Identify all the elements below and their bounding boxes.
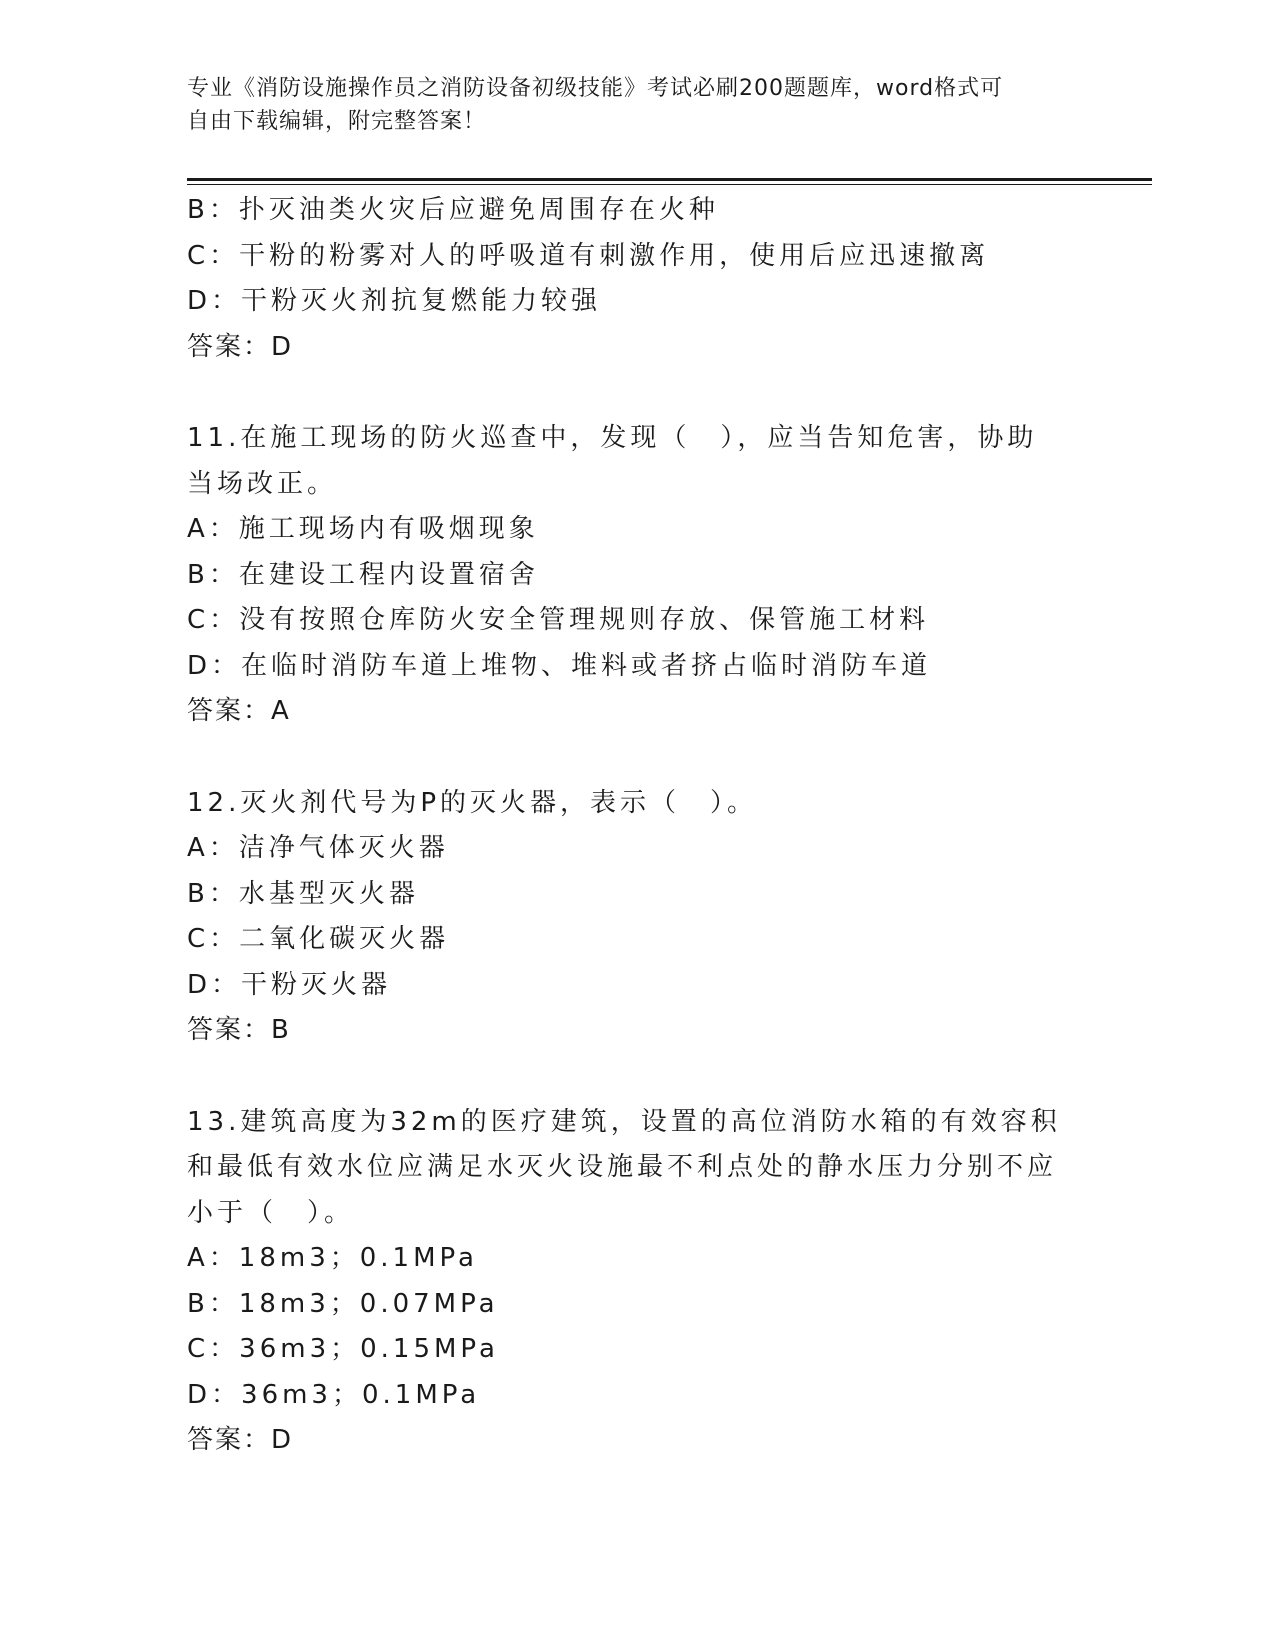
- header-rule-thick: [187, 178, 1152, 181]
- question-stem: 13.建筑高度为32m的医疗建筑，设置的高位消防水箱的有效容积和最低有效水位应满足水灭火设施最不利点处的静水压力分别不应小于（ ）。: [187, 1106, 1061, 1228]
- question-block-12: [187, 781, 1087, 1054]
- answer-line: 答案：B: [187, 1015, 291, 1045]
- option-d: D：干粉灭火剂抗复燃能力较强: [187, 286, 602, 316]
- document-header: [187, 72, 1067, 138]
- question-stem: 11.在施工现场的防火巡查中，发现（ ），应当告知危害，协助当场改正。: [187, 423, 1038, 499]
- question-content: [187, 188, 1087, 1464]
- option-b: B：18m3；0.07MPa: [187, 1288, 499, 1319]
- option-d: D：干粉灭火器: [187, 969, 392, 1000]
- option-c: C：二氧化碳灭火器: [187, 924, 450, 954]
- option-b: B：水基型灭火器: [187, 878, 419, 909]
- option-a: A：洁净气体灭火器: [187, 833, 449, 863]
- option-d: D：36m3；0.1MPa: [187, 1379, 481, 1410]
- header-title-line-2: 自由下载编辑，附完整答案！: [187, 109, 487, 134]
- option-b: B：扑灭油类火灾后应避免周围存在火种: [187, 195, 719, 225]
- prev-question-block: [187, 188, 1087, 370]
- option-a: A：施工现场内有吸烟现象: [187, 514, 539, 544]
- option-c: C：没有按照仓库防火安全管理规则存放、保管施工材料: [187, 605, 930, 635]
- question-block-13: [187, 1100, 1087, 1464]
- answer-line: 答案：D: [187, 331, 294, 362]
- option-c: C：36m3；0.15MPa: [187, 1334, 499, 1364]
- question-stem: 12.灭火剂代号为P的灭火器，表示（ ）。: [187, 787, 758, 818]
- answer-line: 答案：D: [187, 1425, 294, 1455]
- question-block-11: [187, 416, 1087, 735]
- header-title-line-1: 专业《消防设施操作员之消防设备初级技能》考试必刷200题题库，word格式可: [187, 76, 1004, 101]
- option-c: C：干粉的粉雾对人的呼吸道有刺激作用，使用后应迅速撤离: [187, 240, 990, 271]
- option-a: A：18m3；0.1MPa: [187, 1243, 478, 1273]
- answer-line: 答案：A: [187, 696, 291, 726]
- header-rule-thin: [187, 184, 1152, 185]
- option-d: D：在临时消防车道上堆物、堆料或者挤占临时消防车道: [187, 650, 932, 681]
- option-b: B：在建设工程内设置宿舍: [187, 559, 539, 590]
